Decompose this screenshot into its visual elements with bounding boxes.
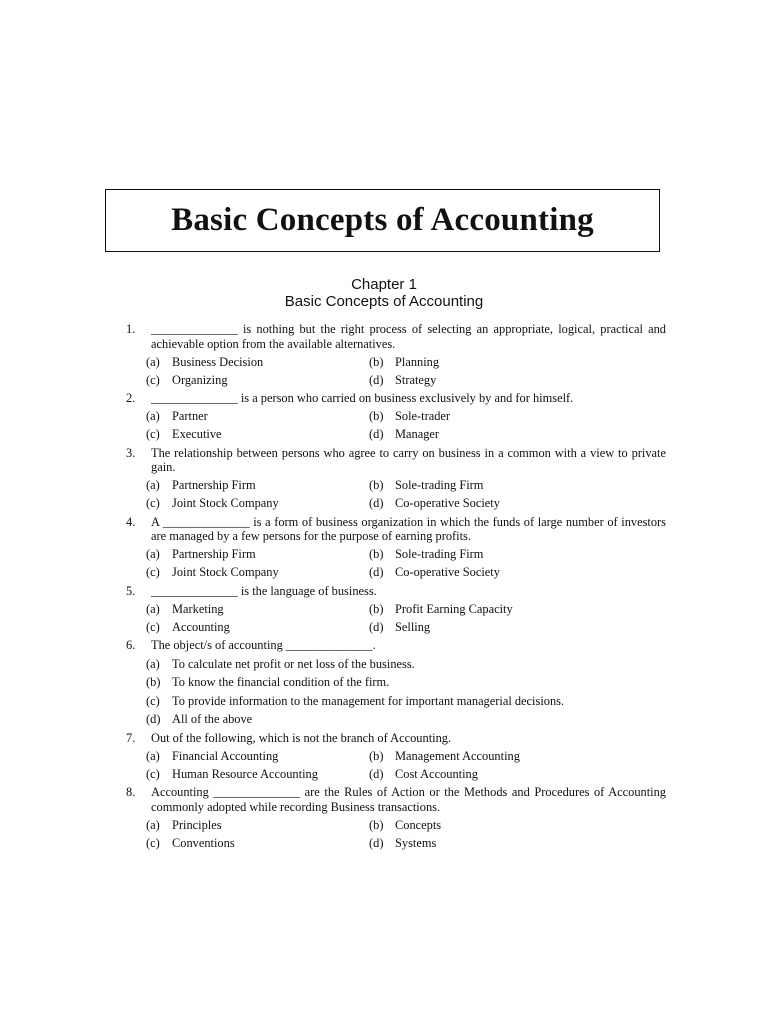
option-row [146, 765, 666, 783]
option-row [146, 710, 666, 729]
option-label: (d) [369, 427, 384, 442]
option-text: Co-operative Society [395, 496, 500, 511]
answer-option [146, 427, 369, 442]
question-number: 2. [126, 391, 136, 405]
option-row [146, 673, 666, 692]
option-label: (b) [369, 409, 384, 424]
answer-option [146, 675, 646, 690]
option-label: (d) [369, 565, 384, 580]
option-label: (c) [146, 427, 160, 442]
option-label: (a) [146, 601, 160, 616]
question-text: Accounting ______________ are the Rules of Action or the Methods and Procedures of Accounting commonly adopted while recording Business transactions. [151, 785, 666, 814]
chapter-title: Basic Concepts of Accounting [284, 293, 484, 310]
option-label: (a) [146, 547, 160, 562]
option-row [146, 618, 666, 636]
question-item [126, 584, 666, 599]
answer-option [146, 712, 646, 727]
option-row [146, 495, 666, 513]
question-item [126, 391, 666, 406]
title-box [105, 189, 660, 252]
option-label: (c) [146, 835, 160, 850]
answer-option [146, 767, 369, 782]
answer-option [146, 355, 369, 370]
option-text: Conventions [172, 835, 235, 850]
option-label: (a) [146, 478, 160, 493]
answer-option [146, 749, 369, 764]
option-label: (a) [146, 817, 160, 832]
option-row [146, 834, 666, 852]
answer-option [369, 478, 592, 493]
answer-option [369, 818, 592, 833]
option-text: To know the financial condition of the firm. [172, 675, 390, 689]
question-list [126, 322, 666, 854]
option-text: Sole-trading Firm [395, 547, 484, 562]
option-list [146, 477, 666, 513]
option-text: Human Resource Accounting [172, 766, 318, 781]
option-text: Co-operative Society [395, 565, 500, 580]
question-item [126, 515, 666, 544]
answer-option [146, 657, 646, 672]
option-label: (b) [369, 748, 384, 763]
option-row [146, 546, 666, 564]
option-label: (a) [146, 409, 160, 424]
option-row [146, 747, 666, 765]
option-label: (d) [369, 766, 384, 781]
question-text: The object/s of accounting ______________. [151, 638, 376, 652]
question-number: 5. [126, 583, 136, 598]
option-text: Management Accounting [395, 748, 520, 763]
option-list [146, 747, 666, 783]
option-label: (b) [369, 547, 384, 562]
option-row [146, 600, 666, 618]
option-text: Partnership Firm [172, 478, 256, 493]
answer-option [369, 602, 592, 617]
option-text: Sole-trading Firm [395, 478, 484, 493]
answer-option [369, 836, 592, 851]
option-label: (a) [146, 656, 160, 671]
question-item [126, 785, 666, 814]
option-list [146, 546, 666, 582]
option-text: Selling [395, 619, 431, 634]
option-label: (c) [146, 766, 160, 781]
option-row [146, 371, 666, 389]
option-label: (c) [146, 693, 160, 708]
answer-option [146, 565, 369, 580]
option-text: Sole-trader [395, 409, 451, 424]
answer-option [369, 355, 592, 370]
question-number: 6. [126, 638, 136, 652]
question-item [126, 731, 666, 746]
option-label: (b) [146, 675, 161, 689]
option-label: (c) [146, 372, 160, 387]
option-label: (c) [146, 565, 160, 580]
option-list [146, 655, 666, 729]
answer-option [146, 409, 369, 424]
option-label: (a) [146, 354, 160, 369]
question-text: ______________ is nothing but the right process of selecting an appropriate, logical, practical and achievable option from the available alternatives. [151, 322, 666, 351]
answer-option [369, 565, 592, 580]
answer-option [369, 749, 592, 764]
option-list [146, 408, 666, 444]
question-number: 4. [126, 514, 136, 529]
answer-option [146, 496, 369, 511]
option-text: Partnership Firm [172, 547, 256, 562]
option-label: (b) [369, 817, 384, 832]
option-text: Joint Stock Company [172, 496, 279, 511]
page-title: Basic Concepts of Accounting [171, 202, 594, 238]
option-text: Partner [172, 409, 208, 424]
answer-option [369, 767, 592, 782]
answer-option [369, 409, 592, 424]
option-list [146, 816, 666, 852]
answer-option [146, 836, 369, 851]
option-row [146, 353, 666, 371]
option-row [146, 816, 666, 834]
answer-option [146, 602, 369, 617]
option-row [146, 408, 666, 426]
answer-option [146, 373, 369, 388]
question-text: Out of the following, which is not the branch of Accounting. [151, 730, 452, 745]
answer-option [146, 478, 369, 493]
question-text: A ______________ is a form of business organization in which the funds of large number of investors are managed by a few persons for the purpose of earning profits. [151, 514, 666, 543]
option-text: Joint Stock Company [172, 565, 279, 580]
option-row [146, 426, 666, 444]
option-text: To provide information to the management for important managerial decisions. [172, 693, 565, 708]
option-label: (b) [369, 478, 384, 493]
option-text: Cost Accounting [395, 766, 478, 781]
option-row [146, 655, 666, 674]
option-row [146, 564, 666, 582]
answer-option [146, 620, 369, 635]
option-label: (d) [146, 712, 161, 726]
question-text: The relationship between persons who agree to carry on business in a common with a view to private gain. [151, 445, 666, 474]
option-text: Marketing [172, 601, 224, 616]
option-text: Systems [395, 835, 437, 850]
answer-option [369, 427, 592, 442]
option-label: (d) [369, 496, 384, 511]
option-label: (d) [369, 619, 384, 634]
answer-option [369, 373, 592, 388]
option-text: To calculate net profit or net loss of the business. [172, 656, 415, 671]
option-text: Organizing [172, 372, 228, 387]
question-number: 1. [126, 322, 136, 336]
option-text: Executive [172, 427, 222, 442]
option-text: Strategy [395, 372, 437, 387]
option-row [146, 692, 666, 711]
option-label: (d) [369, 372, 384, 387]
option-label: (b) [369, 354, 384, 369]
chapter-number: Chapter 1 [351, 276, 417, 293]
option-text: Business Decision [172, 354, 264, 369]
question-item [126, 322, 666, 351]
option-text: Financial Accounting [172, 748, 279, 763]
answer-option [146, 547, 369, 562]
answer-option [369, 620, 592, 635]
option-list [146, 600, 666, 636]
question-number: 3. [126, 445, 136, 460]
option-text: All of the above [172, 712, 253, 726]
question-item [126, 638, 666, 653]
question-number: 8. [126, 785, 136, 799]
option-text: Manager [395, 427, 440, 442]
question-text: ______________ is the language of business. [151, 583, 377, 598]
option-label: (b) [369, 601, 384, 616]
question-number: 7. [126, 730, 136, 745]
option-text: Profit Earning Capacity [395, 601, 513, 616]
option-list [146, 353, 666, 389]
option-text: Planning [395, 354, 440, 369]
option-label: (d) [369, 835, 384, 850]
option-label: (c) [146, 496, 160, 511]
option-text: Principles [172, 817, 222, 832]
option-row [146, 477, 666, 495]
answer-option [369, 547, 592, 562]
option-text: Accounting [172, 619, 230, 634]
answer-option [369, 496, 592, 511]
question-item [126, 446, 666, 475]
answer-option [146, 694, 646, 709]
option-label: (a) [146, 748, 160, 763]
option-label: (c) [146, 619, 160, 634]
answer-option [146, 818, 369, 833]
question-text: ______________ is a person who carried on business exclusively by and for himself. [151, 391, 574, 405]
option-text: Concepts [395, 817, 442, 832]
